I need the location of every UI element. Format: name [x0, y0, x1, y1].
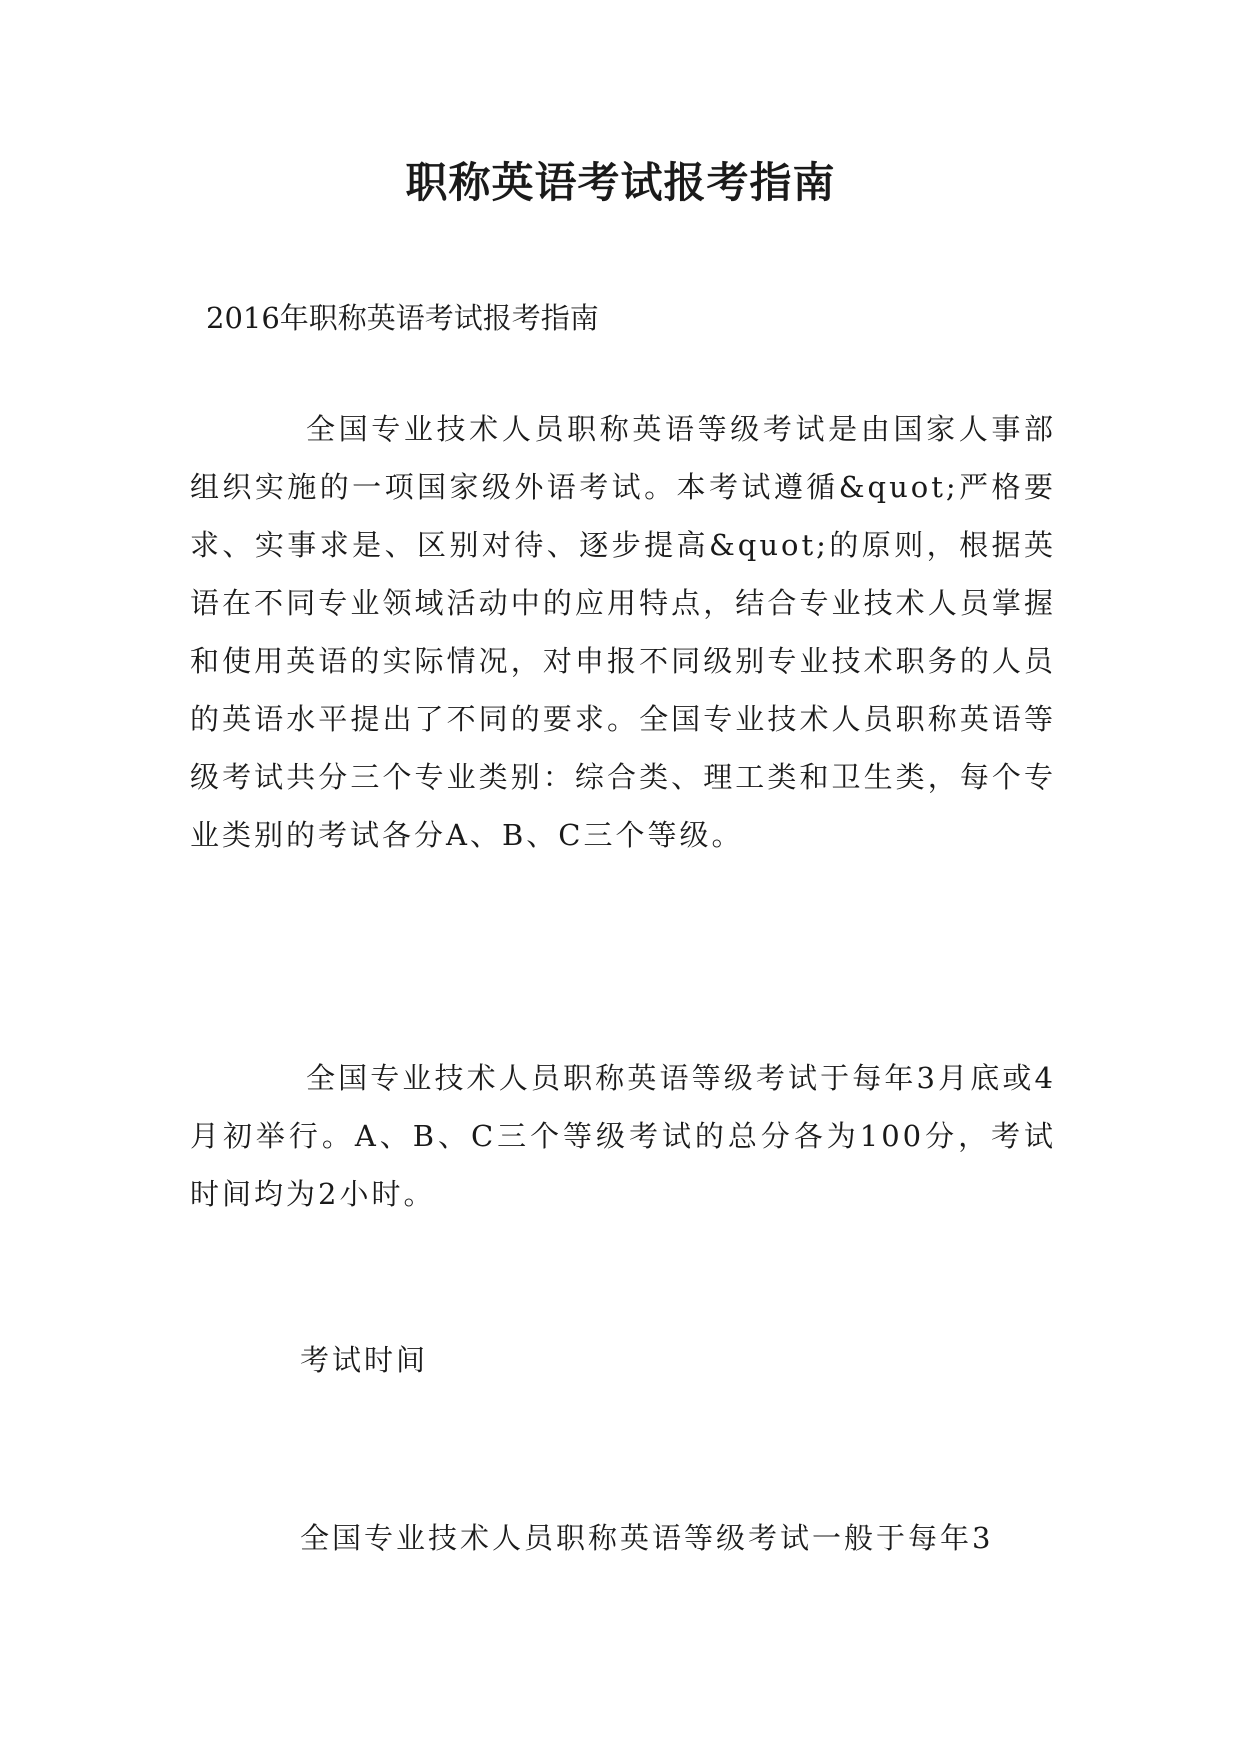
paragraph-exam-time: 全国专业技术人员职称英语等级考试一般于每年3: [300, 1521, 994, 1555]
document-title: 职称英语考试报考指南: [405, 158, 836, 207]
document-subtitle: 2016年职称英语考试报考指南: [206, 301, 599, 335]
paragraph-intro: 全国专业技术人员职称英语等级考试是由国家人事部组织实施的一项国家级外语考试。本考试遵循&quot;严格要求、实事求是、区别对待、逐步提高&quot;的原则，根据英语在不同专业领域活动中的应用特点，结合专业技术人员掌握和使用英语的实际情况，对申报不同级别专业技术职务的人员的英语水平提出了不同的要求。全国专业技术人员职称英语等级考试共分三个专业类别：综合类、理工类和卫生类，每个专业类别的考试各分A、B、C三个等级。: [190, 412, 1056, 852]
paragraph-exam-schedule: 全国专业技术人员职称英语等级考试于每年3月底或4月初举行。A、B、C三个等级考试的总分各为100分，考试时间均为2小时。: [190, 1061, 1056, 1211]
section-heading-exam-time: 考试时间: [300, 1343, 429, 1377]
